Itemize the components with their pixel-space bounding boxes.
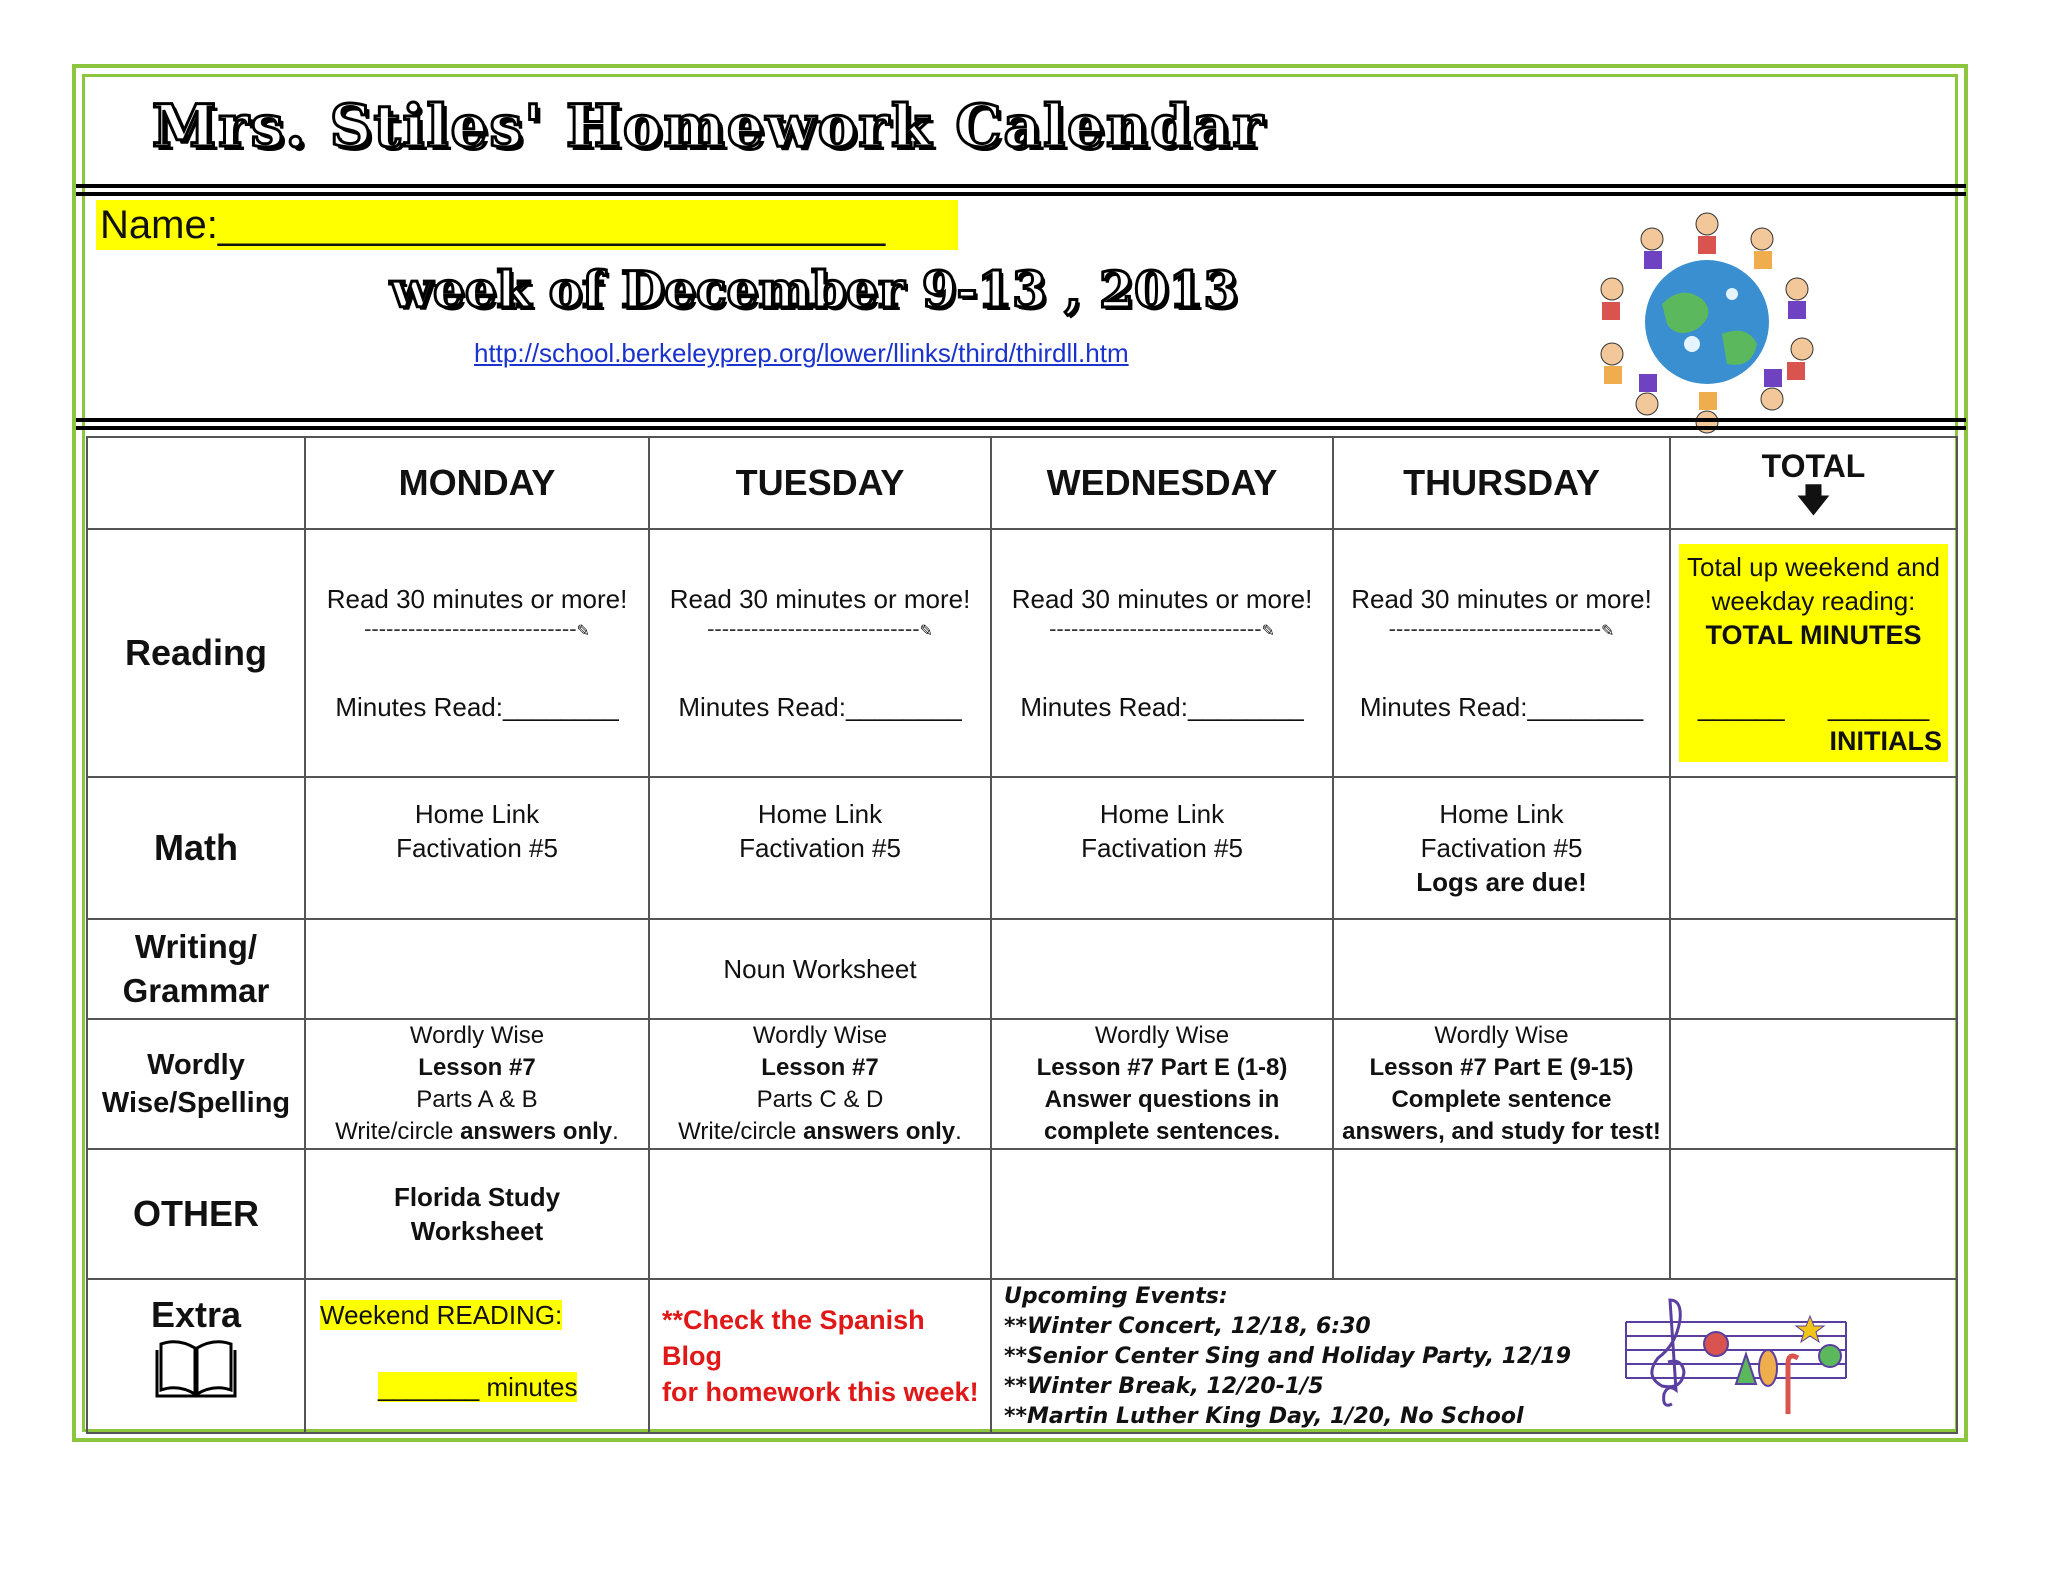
event-item: **Martin Luther King Day, 1/20, No School <box>1004 1404 1524 1429</box>
math-wednesday <box>991 777 1333 919</box>
name-field[interactable]: Name:______________________________ <box>96 200 958 250</box>
middle-divider <box>76 418 1966 430</box>
day-wednesday: WEDNESDAY <box>991 437 1333 529</box>
weekend-minutes-field[interactable]: _______ minutes <box>378 1372 578 1402</box>
other-row <box>87 1149 1957 1279</box>
other-wednesday <box>991 1149 1333 1279</box>
total-minutes-box <box>1679 544 1948 762</box>
math-label: Math <box>87 777 305 919</box>
reading-dashes: -----------------------------✎ <box>364 616 590 641</box>
writing-thursday <box>1333 919 1670 1019</box>
logs-due: Logs are due! <box>1416 867 1587 897</box>
open-book-icon <box>155 1336 237 1398</box>
down-arrow-icon: 🡇 <box>1797 482 1830 518</box>
other-label: OTHER <box>87 1149 305 1279</box>
total-line-1: Total up weekend and <box>1687 552 1940 582</box>
wordly-label: Wordly Wise/Spelling <box>87 1019 305 1149</box>
other-monday: Florida Study Worksheet <box>305 1149 649 1279</box>
weekend-reading-label: Weekend READING: <box>320 1300 563 1330</box>
initials-label: INITIALS <box>1829 726 1942 756</box>
homework-table <box>86 436 1958 1434</box>
math-line-1: Home Link <box>1439 799 1564 829</box>
reading-dashes: -----------------------------✎ <box>707 616 933 641</box>
pencil-icon: ✎ <box>919 623 933 640</box>
math-line-1: Home Link <box>414 799 540 829</box>
math-line-2: Factivation #5 <box>1420 833 1583 863</box>
pencil-icon: ✎ <box>1261 623 1275 640</box>
math-line-2: Factivation #5 <box>396 833 558 863</box>
week-title: week of December 9-13 , 2013 <box>390 260 1239 319</box>
reading-tuesday <box>649 529 991 777</box>
reading-text: Read 30 minutes or more! <box>326 584 628 614</box>
day-thursday: THURSDAY <box>1333 437 1670 529</box>
writing-wednesday <box>991 919 1333 1019</box>
wordly-total <box>1670 1019 1957 1149</box>
reading-dashes: -----------------------------✎ <box>1049 616 1275 641</box>
math-line-2: Factivation #5 <box>1081 833 1243 863</box>
math-tuesday <box>649 777 991 919</box>
math-total <box>1670 777 1957 919</box>
reading-text: Read 30 minutes or more! <box>1351 584 1652 614</box>
reading-wednesday <box>991 529 1333 777</box>
music-staff-ornaments-icon <box>1620 1284 1852 1424</box>
spanish-blog-line-1: **Check the Spanish Blog <box>662 1305 925 1371</box>
writing-total <box>1670 919 1957 1019</box>
writing-label: Writing/ Grammar <box>87 919 305 1019</box>
event-item: **Winter Break, 12/20-1/5 <box>1004 1374 1324 1399</box>
minutes-read-field[interactable]: Minutes Read:________ <box>335 692 619 722</box>
other-thursday <box>1333 1149 1670 1279</box>
page-title: Mrs. Stiles' Homework Calendar <box>152 92 1265 160</box>
reading-row <box>87 529 1957 777</box>
total-blanks[interactable]: ______ _______ <box>1697 692 1930 722</box>
homework-link[interactable]: http://school.berkeleyprep.org/lower/llinks/third/thirdll.htm <box>474 338 1129 368</box>
reading-label: Reading <box>87 529 305 777</box>
minutes-read-field[interactable]: Minutes Read:________ <box>1020 692 1304 722</box>
upcoming-events-cell <box>991 1279 1957 1433</box>
total-line-2: weekday reading: <box>1711 586 1916 616</box>
total-header-cell <box>1670 437 1957 529</box>
math-monday <box>305 777 649 919</box>
pencil-icon: ✎ <box>576 623 590 640</box>
reading-monday <box>305 529 649 777</box>
reading-thursday <box>1333 529 1670 777</box>
reading-total <box>1670 529 1957 777</box>
day-tuesday: TUESDAY <box>649 437 991 529</box>
extra-tuesday <box>649 1279 991 1433</box>
header-row <box>87 437 1957 529</box>
spanish-blog-line-2: for homework this week! <box>662 1377 979 1407</box>
day-monday: MONDAY <box>305 437 649 529</box>
wordly-wednesday: Wordly Wise Lesson #7 Part E (1-8) Answer questions in complete sentences. <box>991 1019 1333 1149</box>
writing-row <box>87 919 1957 1019</box>
minutes-read-field[interactable]: Minutes Read:________ <box>678 692 962 722</box>
other-total <box>1670 1149 1957 1279</box>
event-item: **Winter Concert, 12/18, 6:30 <box>1004 1314 1371 1339</box>
math-row <box>87 777 1957 919</box>
wordly-row <box>87 1019 1957 1149</box>
wordly-thursday: Wordly Wise Lesson #7 Part E (9-15) Complete sentence answers, and study for test! <box>1333 1019 1670 1149</box>
wordly-monday: Wordly Wise Lesson #7 Parts A & B Write/circle answers only. <box>305 1019 649 1149</box>
reading-dashes: -----------------------------✎ <box>1388 616 1615 641</box>
writing-tuesday: Noun Worksheet <box>649 919 991 1019</box>
math-thursday <box>1333 777 1670 919</box>
wordly-tuesday: Wordly Wise Lesson #7 Parts C & D Write/circle answers only. <box>649 1019 991 1149</box>
total-header: TOTAL <box>1761 448 1866 484</box>
minutes-read-field[interactable]: Minutes Read:________ <box>1359 692 1644 722</box>
other-tuesday <box>649 1149 991 1279</box>
reading-text: Read 30 minutes or more! <box>669 584 971 614</box>
math-line-1: Home Link <box>757 799 883 829</box>
extra-label: Extra <box>150 1294 242 1335</box>
total-minutes-label: TOTAL MINUTES <box>1705 620 1922 650</box>
events-title: Upcoming Events: <box>1004 1284 1228 1309</box>
event-item: **Senior Center Sing and Holiday Party, 12/19 <box>1004 1344 1572 1369</box>
math-line-2: Factivation #5 <box>739 833 901 863</box>
writing-monday <box>305 919 649 1019</box>
pencil-icon: ✎ <box>1601 623 1615 640</box>
globe-children-icon <box>1582 194 1832 444</box>
math-line-1: Home Link <box>1099 799 1225 829</box>
extra-row <box>87 1279 1957 1433</box>
homework-calendar-page <box>72 64 1970 1444</box>
reading-text: Read 30 minutes or more! <box>1011 584 1313 614</box>
extra-label-cell <box>87 1279 305 1433</box>
corner-cell <box>87 437 305 529</box>
extra-monday <box>305 1279 649 1433</box>
